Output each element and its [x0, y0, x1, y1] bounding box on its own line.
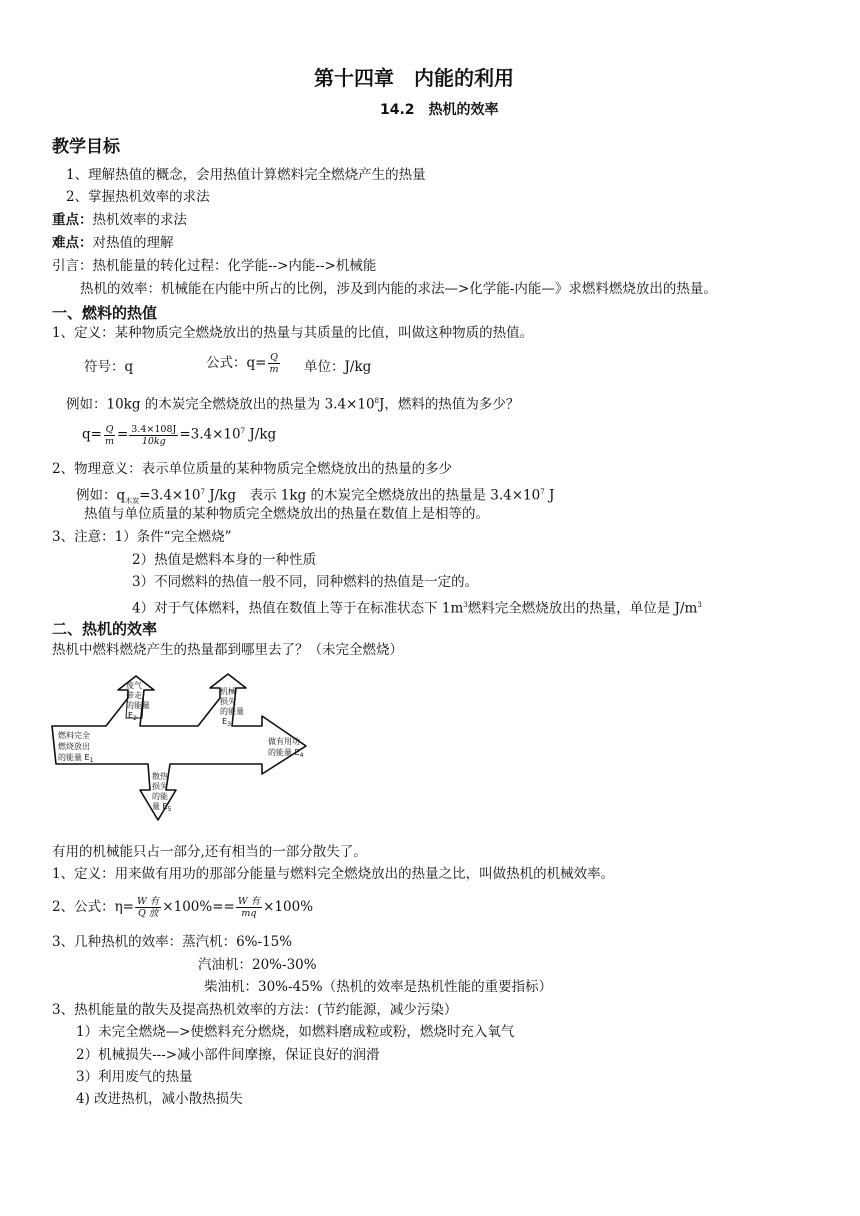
example-prefix: 例如：10kg 的木炭完全燃烧放出的热量为 3.4×10 — [66, 396, 375, 413]
difficulty — [52, 234, 174, 252]
efficiency-gasoline: 汽油机：20%-30% — [198, 957, 317, 973]
diagram-exhaust-line3: 的能量 — [126, 701, 150, 710]
diagram-exhaust-line1: 废气 — [126, 681, 142, 690]
diagram-mech-line4: $E_3$ — [222, 717, 231, 728]
objective-item: 1、理解热值的概念，会用热值计算燃料完全燃烧产生的热量 — [66, 167, 426, 183]
calc-result-suffix: J/kg — [245, 426, 277, 443]
formula-denominator: m — [269, 364, 279, 375]
diagram-useful-line2: 的能量 $E_4$ — [268, 748, 304, 759]
efficiency-fraction-1 — [135, 896, 161, 919]
calc-den1: m — [104, 435, 114, 447]
example-calculation: q= $\frac{Q}{m}$ = $\frac{3.4\times 108J}{10kg}$ $=3.4\times 10^7$ J/kg — [82, 423, 277, 447]
meaning-mid2: J/kg 表示 1kg 的木炭完全燃烧放出的热量是 3.4×10 — [204, 487, 541, 504]
method-item: 4) 改进热机，减小散热损失 — [76, 1091, 243, 1107]
method-item: 1）未完全燃烧—>使燃料充分燃烧，如燃料磨成粒或粉，燃烧时充入氧气 — [76, 1024, 515, 1040]
calc-num2: 3.4×108J — [131, 423, 177, 435]
physical-meaning-note: 热值与单位质量的某种物质完全燃烧放出的热量在数值上是相等的。 — [84, 506, 489, 522]
calc-fraction-1 — [103, 424, 116, 447]
diagram-heat-line3: 的能 — [152, 792, 168, 801]
heat-value-symbol: 符号：q — [84, 359, 134, 375]
energy-flow-diagram — [48, 668, 348, 834]
method-item: 3）利用废气的热量 — [76, 1069, 193, 1085]
part2-heading: 二、热机的效率 — [52, 620, 158, 638]
efficiency-fraction-2 — [236, 896, 262, 919]
note-1: 3、注意：1）条件“完全燃烧” — [52, 529, 232, 545]
example-exponent: 8 — [374, 397, 380, 405]
note-2: 2）热值是燃料本身的一种性质 — [132, 552, 317, 568]
part1-heading: 一、燃料的热值 — [52, 304, 158, 322]
meaning-exp2: 7 — [540, 488, 545, 496]
note-4 — [132, 596, 702, 618]
diagram-useful-line1: 做有用功 — [268, 737, 300, 746]
difficulty-text: 对热值的理解 — [92, 235, 174, 251]
diagram-mech-line1: 机械 — [220, 687, 236, 696]
example-charcoal — [66, 392, 519, 414]
efficiency-diesel: 柴油机：30%-45%（热机的效率是热机性能的重要指标） — [204, 979, 553, 995]
diagram-mech-line3: 的能量 — [220, 707, 244, 716]
diagram-source-line2: 燃烧放出 — [58, 742, 90, 751]
note4-exp: 3 — [463, 601, 468, 609]
meaning-prefix: 例如：q — [76, 487, 126, 504]
heat-value-unit: 单位：J/kg — [304, 359, 372, 375]
method-item: 2）机械损失--->减小部件间摩擦，保证良好的润滑 — [76, 1047, 380, 1063]
diagram-exhaust-line4: $E_2$ — [128, 711, 137, 722]
diagram-mech-line2: 损失 — [220, 697, 236, 706]
meaning-mid: =3.4×10 — [139, 487, 201, 504]
note-3: 3）不同燃料的热值一般不同，同种燃料的热值是一定的。 — [132, 574, 479, 590]
calc-num1: Q — [105, 423, 114, 435]
key-point — [52, 211, 187, 229]
energy-loss-question: 热机中燃料燃烧产生的热量都到哪里去了？（未完全燃烧） — [52, 642, 403, 658]
formula-numerator: Q — [270, 352, 278, 363]
diagram-heat-line4: 量 $E_5$ — [152, 802, 172, 813]
key-point-text: 热机效率的求法 — [92, 212, 187, 228]
efficiency-formula — [52, 896, 313, 919]
eff-num1: W 有 — [137, 896, 160, 907]
eff-end: ×100% — [263, 899, 314, 915]
chapter-title: 第十四章 内能的利用 — [314, 66, 514, 90]
efficiency-steam: 3、几种热机的效率：蒸汽机：6%-15% — [52, 934, 293, 950]
energy-summary: 有用的机械能只占一部分,还有相当的一部分散失了。 — [52, 844, 367, 860]
diagram-source-line3: 的能量 $E_1$ — [58, 753, 94, 764]
calc-result-exp: 7 — [240, 427, 246, 435]
diagram-exhaust-line2: 带走 — [126, 691, 142, 700]
intro-efficiency-line: 热机的效率：机械能在内能中所占的比例，涉及到内能的求法—>化学能-内能—》求燃料燃烧放出的热量。 — [80, 281, 717, 297]
formula-label: 公式：q= — [206, 355, 267, 371]
physical-meaning: 2、物理意义：表示单位质量的某种物质完全燃烧放出的热量的多少 — [52, 461, 453, 477]
note4-exp2: 3 — [697, 601, 702, 609]
diagram-source-line1: 燃料完全 — [58, 731, 90, 740]
objective-item: 2、掌握热机效率的求法 — [66, 189, 210, 205]
note4-mid: 燃料完全燃烧放出的热量，单位是 J/m — [467, 600, 698, 617]
meaning-end: J — [544, 487, 555, 504]
formula-fraction — [267, 352, 280, 375]
note4-prefix: 4）对于气体燃料，热值在数值上等于在标准状态下 1m — [132, 600, 464, 617]
efficiency-formula-label: 2、公式：η= — [52, 899, 134, 915]
eff-mid: ×100%== — [162, 899, 235, 915]
difficulty-label: 难点： — [52, 235, 93, 251]
intro-line: 引言：热机能量的转化过程：化学能-->内能-->机械能 — [52, 258, 377, 274]
eff-num2: W 有 — [237, 896, 261, 907]
energy-flow-arrows — [52, 674, 306, 820]
meaning-exp1: 7 — [200, 488, 205, 496]
section-title: 14.2 热机的效率 — [380, 102, 499, 118]
example-suffix: J，燃料的热值为多少？ — [379, 396, 520, 413]
methods-title: 3、热机能量的散失及提高热机效率的方法：(节约能源，减少污染） — [52, 1002, 458, 1018]
objectives-heading: 教学目标 — [52, 137, 120, 157]
calc-result-prefix: =3.4×10 — [179, 426, 241, 443]
diagram-heat-line2: 损失 — [152, 782, 168, 791]
diagram-heat-line1: 散热 — [152, 772, 168, 781]
calc-den2: 10kg — [141, 435, 166, 447]
calc-fraction-2 — [129, 424, 178, 447]
heat-value-definition: 1、定义：某种物质完全燃烧放出的热量与其质量的比值，叫做这种物质的热值。 — [52, 325, 534, 341]
meaning-subscript: 木炭 — [125, 497, 140, 506]
eff-den2: mq — [241, 908, 257, 919]
calc-prefix: q= — [82, 426, 102, 443]
heat-value-formula — [206, 352, 281, 375]
eff-den1: Q 放 — [137, 908, 159, 919]
key-point-label: 重点： — [52, 212, 93, 228]
efficiency-definition: 1、定义：用来做有用功的那部分能量与燃料完全燃烧放出的热量之比，叫做热机的机械效率。 — [52, 866, 615, 882]
